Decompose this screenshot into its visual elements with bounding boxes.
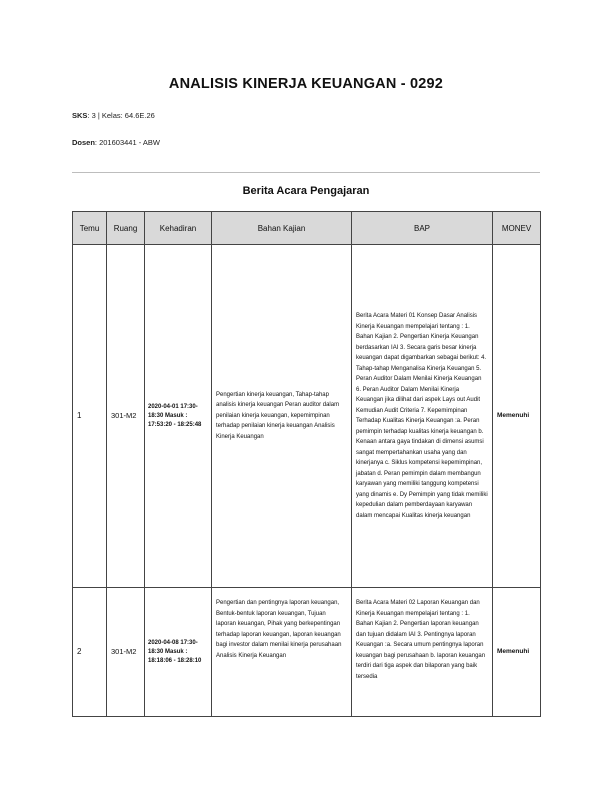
table-header-row: [73, 212, 541, 245]
header-bahan-kajian: Bahan Kajian: [212, 212, 352, 245]
lecturer-meta: [72, 138, 160, 147]
section-title: Berita Acara Pengajaran: [242, 185, 370, 197]
header-kehadiran: Kehadiran: [145, 212, 212, 245]
cell-monev: Memenuhi: [493, 588, 541, 717]
cell-kehadiran: 2020-04-08 17:30-18:30 Masuk : 18:18:06 - 18:28:10: [145, 588, 212, 717]
cell-ruang: 301-M2: [107, 245, 145, 588]
sks-value: : 3 | Kelas: 64.6E.26: [87, 111, 155, 120]
bahan-text: Pengertian dan pentingnya laporan keuangan, Bentuk-bentuk laporan keuangan, Tujuan laporan keuangan, Pihak yang berkepentingan terhadap laporan keuangan, laporan keuangan bagi investor dalam menilai kinerja perusahaan Analisis Kinerja Keuangan: [216, 600, 342, 659]
cell-ruang: 301-M2: [107, 588, 145, 717]
cell-bap: [352, 588, 493, 717]
cell-temu: 1: [73, 245, 107, 588]
page-title: ANALISIS KINERJA KEUANGAN - 0292: [168, 76, 444, 92]
dosen-label: Dosen: [72, 138, 95, 147]
bap-text: Berita Acara Materi 02 Laporan Keuangan dan Kinerja Keuangan mempelajari tentang : 1. Bahan Kajian 2. Pengertian laporan keuangan dan tujuan didalam IAI 3. Pentingnya laporan Keuangan :a. Secara umum pentingnya laporan keuangan bagi perusahaan b. laporan keuangan terdiri dari tiga aspek dan bilaporan yang baik tersedia: [356, 600, 486, 680]
header-temu: Temu: [73, 212, 107, 245]
dosen-value: : 201603441 - ABW: [94, 138, 160, 147]
sks-label: SKS: [72, 111, 88, 120]
cell-temu: 2: [73, 588, 107, 717]
cell-kehadiran: 2020-04-01 17:30-18:30 Masuk : 17:53:20 - 18:25:48: [145, 245, 212, 588]
cell-monev: Memenuhi: [493, 245, 541, 588]
horizontal-divider: [72, 172, 540, 173]
cell-bahan-kajian: [212, 588, 352, 717]
cell-bap: Berita Acara Materi 01 Konsep Dasar Analisis Kinerja Keuangan mempelajari tentang : 1. Bahan Kajian 2. Pengertian Kinerja Keuangan berdasarkan IAI 3. Secara garis besar kinerja keuangan dapat digambarkan sebagai berikut: 4. Tahap-tahap Menganalisa Kinerja Keuangan 5. Peran Auditor Dalam Menilai Kinerja Keuangan 6. Peran Auditor Dalam Menilai Kinerja Keuangan jika dilihat dari aspek Lays out Audit Kemudian Audit Criteria 7. Kepemimpinan Terhadap Kualitas Kinerja Keuangan :a. Peran pemimpin terhadap kualitas kinerja keuangan b. Kenaan antara gaya tindakan di dimensi asumsi sangat mempertahankan usaha yang dan kinerjanya c. Siklus kompetensi kepemimpinan, jabatan d. Peran pemimpin dalam membangun karyawan yang memiliki tanggung kompetensi yang dinamis e. Dy Pemimpin yang tidak memiliki kepedulian dalam pemberdayaan karyawan dalam mencapai Kualitas kinerja keuangan: [352, 245, 493, 588]
table-row: [73, 245, 541, 588]
teaching-report-table: [72, 211, 541, 717]
table-row: [73, 588, 541, 717]
header-monev: MONEV: [493, 212, 541, 245]
header-ruang: Ruang: [107, 212, 145, 245]
course-meta: [72, 111, 155, 120]
header-bap: BAP: [352, 212, 493, 245]
cell-bahan-kajian: Pengertian kinerja keuangan, Tahap-tahap analisis kinerja keuangan Peran auditor dalam penilaian kinerja keuangan, kepemimpinan terhadap penilaian kinerja keuangan Analisis Kinerja Keuangan: [212, 245, 352, 588]
